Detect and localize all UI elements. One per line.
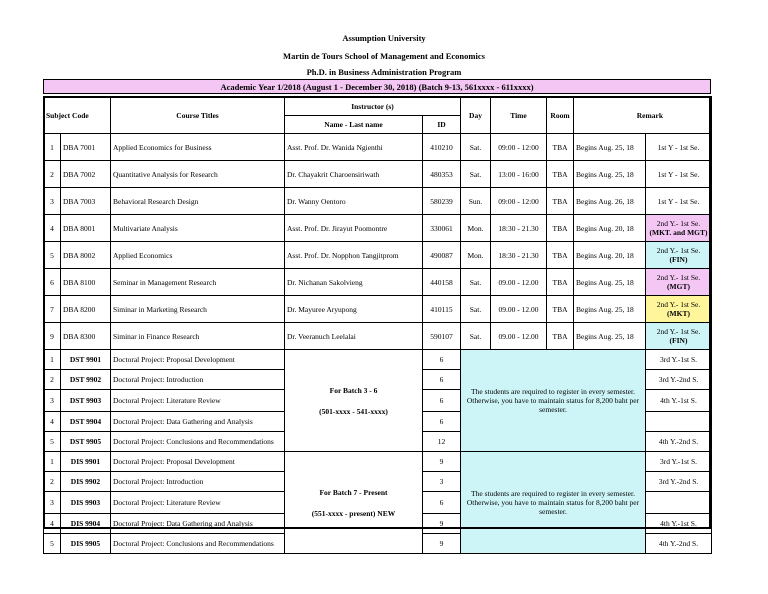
batch-ids: (501-xxxx - 541-xxxx) [319, 406, 388, 416]
course-title: Doctoral Project: Proposal Development [111, 350, 285, 370]
row-number: 1 [44, 452, 61, 472]
course-title: Seminar in Management Research [111, 269, 285, 296]
subject-code: DIS 9903 [61, 492, 111, 514]
day: Sat. [461, 161, 491, 188]
subject-code: DBA 8100 [61, 269, 111, 296]
instructor-id: 480353 [423, 161, 461, 188]
col-time: Time [491, 97, 547, 134]
time: 09:00 - 12:00 [491, 134, 547, 161]
begin-date: Begins Aug. 25, 18 [574, 134, 646, 161]
begin-date: Begins Aug. 20, 18 [574, 215, 646, 242]
begin-date: Begins Aug. 26, 18 [574, 188, 646, 215]
room: TBA [547, 188, 574, 215]
remark [646, 296, 712, 323]
course-title: Siminar in Marketing Research [111, 296, 285, 323]
col-name: Name - Last name [285, 116, 423, 134]
day: Sat. [461, 269, 491, 296]
dis-note: The students are required to register in every semester. Otherwise, you have to maintain status for 8,200 baht per semester. [461, 452, 646, 554]
remark-group: (FIN) [669, 336, 688, 345]
subject-code: DBA 8002 [61, 242, 111, 269]
row-number: 2 [44, 472, 61, 492]
day: Mon. [461, 242, 491, 269]
dst-note: The students are required to register in every semester. Otherwise, you have to maintain status for 8,200 baht per semester. [461, 350, 646, 452]
credits: 9 [423, 452, 461, 472]
remark [646, 134, 712, 161]
day: Mon. [461, 215, 491, 242]
course-title: Doctoral Project: Data Gathering and Analysis [111, 514, 285, 534]
row-number: 4 [44, 514, 61, 534]
instructor-id: 580239 [423, 188, 461, 215]
batch-range: For Batch 3 - 6 [329, 385, 378, 395]
course-title: Doctoral Project: Conclusions and Recommendations [111, 534, 285, 554]
course-title: Applied Economics for Business [111, 134, 285, 161]
time: 09.00 - 12.00 [491, 269, 547, 296]
room: TBA [547, 296, 574, 323]
course-title: Doctoral Project: Data Gathering and Analysis [111, 412, 285, 432]
subject-code: DIS 9905 [61, 534, 111, 554]
time: 09:00 - 12:00 [491, 188, 547, 215]
time: 18:30 - 21.30 [491, 242, 547, 269]
instructor-name: Dr. Wanny Oentoro [285, 188, 423, 215]
row-number: 3 [44, 390, 61, 412]
col-subject-code: Subject Code [44, 97, 111, 134]
begin-date: Begins Aug. 25, 18 [574, 296, 646, 323]
begin-date: Begins Aug. 20, 18 [574, 242, 646, 269]
row-number: 6 [44, 269, 61, 296]
course-title: Behavioral Research Design [111, 188, 285, 215]
instructor-id: 410115 [423, 296, 461, 323]
remark-group: (MKT. and MGT) [649, 228, 708, 237]
subject-code: DST 9904 [61, 412, 111, 432]
row-number: 5 [44, 534, 61, 554]
credits: 9 [423, 514, 461, 534]
instructor-name: Asst. Prof. Dr. Jirayut Poomontre [285, 215, 423, 242]
remark-line: 2nd Y.- 1st Se. [656, 219, 701, 228]
instructor-id: 410210 [423, 134, 461, 161]
remark-line: 1st Y - 1st Se. [657, 142, 700, 152]
instructor-id: 590107 [423, 323, 461, 350]
day: Sat. [461, 134, 491, 161]
instructor-name: Dr. Mayuree Aryupong [285, 296, 423, 323]
remark [646, 215, 712, 242]
row-number: 7 [44, 296, 61, 323]
row-number: 3 [44, 492, 61, 514]
credits: 9 [423, 534, 461, 554]
remark [646, 188, 712, 215]
subject-code: DBA 7001 [61, 134, 111, 161]
remark-line: 2nd Y.- 1st Se. [656, 327, 701, 336]
course-row [44, 269, 712, 296]
remark-line: 2nd Y.- 1st Se. [656, 246, 701, 255]
subject-code: DIS 9904 [61, 514, 111, 534]
row-number: 4 [44, 412, 61, 432]
course-row [44, 134, 712, 161]
subject-code: DBA 8200 [61, 296, 111, 323]
university-title: Assumption University [342, 33, 426, 43]
subject-code: DST 9903 [61, 390, 111, 412]
row-number: 4 [44, 215, 61, 242]
subject-code: DIS 9902 [61, 472, 111, 492]
credits: 3 [423, 472, 461, 492]
remark-line: 1st Y - 1st Se. [657, 196, 700, 206]
day: Sun. [461, 188, 491, 215]
room: TBA [547, 215, 574, 242]
term-banner: Academic Year 1/2018 (August 1 - December 30, 2018) (Batch 9-13, 561xxxx - 611xxxx) [43, 79, 711, 94]
remark [646, 323, 712, 350]
dis-batch [285, 452, 423, 554]
instructor-id: 330061 [423, 215, 461, 242]
course-title: Doctoral Project: Literature Review [111, 492, 285, 514]
instructor-name: Dr. Nichanan Sakolvieng [285, 269, 423, 296]
course-row [44, 188, 712, 215]
remark-line: 2nd Y.- 1st Se. [656, 300, 701, 309]
credits: 6 [423, 390, 461, 412]
col-room: Room [547, 97, 574, 134]
remark-group: (MGT) [667, 282, 690, 291]
row-number: 5 [44, 432, 61, 452]
course-title: Doctoral Project: Conclusions and Recommendations [111, 432, 285, 452]
subject-code: DST 9905 [61, 432, 111, 452]
subject-code: DBA 7002 [61, 161, 111, 188]
subject-code: DBA 8001 [61, 215, 111, 242]
room: TBA [547, 134, 574, 161]
remark: 4th Y.-1st S. [646, 514, 712, 534]
course-row [44, 242, 712, 269]
row-number: 2 [44, 161, 61, 188]
remark: 3rd Y.-2nd S. [646, 472, 712, 492]
day: Sat. [461, 323, 491, 350]
instructor-id: 490087 [423, 242, 461, 269]
batch-range: For Batch 7 - Present [319, 487, 388, 497]
remark [646, 492, 712, 514]
remark: 4th Y.-2nd S. [646, 432, 712, 452]
row-number: 1 [44, 134, 61, 161]
remark-line: 1st Y - 1st Se. [657, 169, 700, 179]
remark [646, 161, 712, 188]
row-number: 2 [44, 370, 61, 390]
course-title: Siminar in Finance Research [111, 323, 285, 350]
remark-group: (FIN) [669, 255, 688, 264]
remark [646, 242, 712, 269]
course-title: Doctoral Project: Proposal Development [111, 452, 285, 472]
begin-date: Begins Aug. 25, 18 [574, 323, 646, 350]
dst-row [44, 350, 712, 370]
course-row [44, 161, 712, 188]
col-remark: Remark [574, 97, 712, 134]
remark: 3rd Y.-2nd S. [646, 370, 712, 390]
course-title: Doctoral Project: Introduction [111, 472, 285, 492]
program-title: Ph.D. in Business Administration Program [306, 67, 462, 77]
day: Sat. [461, 296, 491, 323]
course-row [44, 323, 712, 350]
batch-ids: (551-xxxx - present) NEW [311, 508, 396, 518]
subject-code: DBA 8300 [61, 323, 111, 350]
remark: 4th Y.-2nd S. [646, 534, 712, 554]
col-day: Day [461, 97, 491, 134]
room: TBA [547, 242, 574, 269]
subject-code: DST 9902 [61, 370, 111, 390]
course-title: Quantitative Analysis for Research [111, 161, 285, 188]
col-course-titles: Course Titles [111, 97, 285, 134]
subject-code: DST 9901 [61, 350, 111, 370]
row-number: 5 [44, 242, 61, 269]
course-row [44, 215, 712, 242]
room: TBA [547, 323, 574, 350]
time: 13:00 - 16:00 [491, 161, 547, 188]
instructor-id: 440158 [423, 269, 461, 296]
begin-date: Begins Aug. 25, 18 [574, 161, 646, 188]
credits: 6 [423, 412, 461, 432]
instructor-name: Dr. Veeranuch Leelalai [285, 323, 423, 350]
school-title: Martin de Tours School of Management and Economics [283, 51, 485, 61]
credits: 6 [423, 492, 461, 514]
row-number: 3 [44, 188, 61, 215]
time: 09.00 - 12.00 [491, 296, 547, 323]
schedule-table [43, 96, 712, 554]
col-id: ID [423, 116, 461, 134]
subject-code: DIS 9901 [61, 452, 111, 472]
credits: 12 [423, 432, 461, 452]
col-instructor: Instructor (s) [285, 97, 461, 116]
room: TBA [547, 269, 574, 296]
begin-date: Begins Aug. 25, 18 [574, 269, 646, 296]
dst-batch [285, 350, 423, 452]
instructor-name: Asst. Prof. Dr. Wanida Ngienthi [285, 134, 423, 161]
course-title: Doctoral Project: Introduction [111, 370, 285, 390]
credits: 6 [423, 370, 461, 390]
remark-group: (MKT) [667, 309, 690, 318]
time: 18:30 - 21.30 [491, 215, 547, 242]
row-number: 1 [44, 350, 61, 370]
time: 09.00 - 12.00 [491, 323, 547, 350]
remark: 3rd Y.-1st S. [646, 452, 712, 472]
course-row [44, 296, 712, 323]
remark [646, 412, 712, 432]
instructor-name: Dr. Chayakrit Charoensiriwath [285, 161, 423, 188]
remark: 4th Y.-1st S. [646, 390, 712, 412]
credits: 6 [423, 350, 461, 370]
row-number: 9 [44, 323, 61, 350]
remark: 3rd Y.-1st S. [646, 350, 712, 370]
course-title: Multivariate Analysis [111, 215, 285, 242]
dis-row [44, 452, 712, 472]
course-title: Applied Economics [111, 242, 285, 269]
room: TBA [547, 161, 574, 188]
subject-code: DBA 7003 [61, 188, 111, 215]
instructor-name: Asst. Prof. Dr. Nopphon Tangjitprom [285, 242, 423, 269]
remark-line: 2nd Y.- 1st Se. [656, 273, 701, 282]
course-title: Doctoral Project: Literature Review [111, 390, 285, 412]
remark [646, 269, 712, 296]
